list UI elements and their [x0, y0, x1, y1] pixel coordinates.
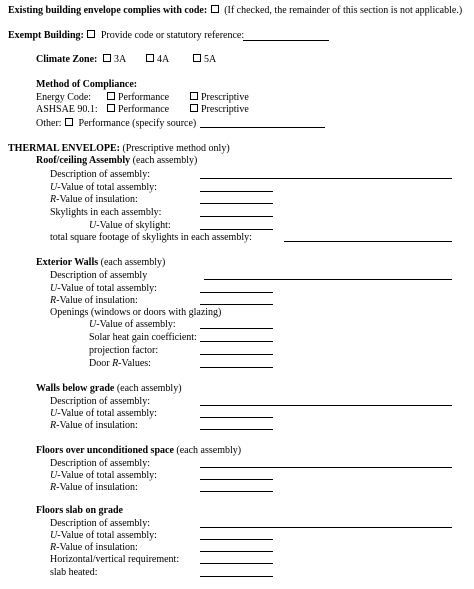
slab-heated-label: slab heated:	[50, 567, 98, 578]
exempt-reference-field[interactable]	[243, 40, 329, 41]
energy-code-performance-checkbox[interactable]	[107, 92, 115, 100]
exempt-building-row	[8, 30, 244, 42]
projection-factor-field[interactable]	[200, 354, 273, 355]
ext-walls-title: Exterior Walls	[36, 257, 99, 268]
floors-uncond-heading	[36, 445, 241, 457]
thermal-envelope-heading	[8, 143, 230, 155]
energy-code-prescriptive-label: Prescriptive	[201, 92, 249, 103]
roof-u-value-label: U-Value of total assembly:	[50, 182, 157, 193]
other-label: Other:	[36, 118, 62, 129]
other-performance-checkbox[interactable]	[65, 118, 73, 126]
ashrae-prescriptive-label: Prescriptive	[201, 104, 249, 115]
ext-walls-description-label: Description of assembly	[50, 270, 148, 281]
slab-description-field[interactable]	[200, 527, 452, 528]
floors-uncond-each: (each assembly)	[176, 445, 242, 456]
slab-heated-field[interactable]	[200, 576, 273, 577]
door-r-values-field[interactable]	[200, 367, 273, 368]
climate-zone-row	[36, 54, 97, 66]
floors-uncond-u-value-field[interactable]	[200, 479, 273, 480]
skylight-sqft-field[interactable]	[284, 241, 452, 242]
roof-r-value-label: R-Value of insulation:	[50, 194, 138, 205]
climate-3a-checkbox[interactable]	[103, 54, 111, 62]
climate-5a-checkbox[interactable]	[193, 54, 201, 62]
below-grade-description-label: Description of assembly:	[50, 396, 150, 407]
thermal-envelope-title: THERMAL ENVELOPE:	[8, 143, 120, 154]
climate-5a-label: 5A	[204, 54, 217, 65]
floors-uncond-description-label: Description of assembly:	[50, 458, 150, 469]
below-grade-r-value-field[interactable]	[200, 429, 273, 430]
other-compliance-row	[36, 118, 196, 130]
slab-title: Floors slab on grade	[36, 505, 123, 516]
ext-walls-each: (each assembly)	[100, 257, 166, 268]
compliance-title: Method of Compliance:	[36, 79, 138, 90]
roof-description-field[interactable]	[200, 178, 452, 179]
roof-r-value-field[interactable]	[200, 203, 273, 204]
climate-zone-label: Climate Zone:	[36, 54, 98, 65]
door-r-values-label: Door R-Values:	[89, 358, 151, 369]
ashrae-performance-checkbox[interactable]	[107, 104, 115, 112]
ext-walls-r-value-label: R-Value of insulation:	[50, 295, 138, 306]
slab-description-label: Description of assembly:	[50, 518, 150, 529]
climate-option-5a[interactable]	[192, 54, 216, 66]
skylight-sqft-label: total square footage of skylights in each assembly:	[50, 232, 252, 243]
skylight-u-value-label: U-Value of skylight:	[89, 220, 171, 231]
slab-horiz-vert-field[interactable]	[200, 563, 273, 564]
below-grade-each: (each assembly)	[116, 383, 182, 394]
below-grade-u-value-field[interactable]	[200, 417, 273, 418]
other-performance-label: Performance (specify source)	[78, 118, 197, 129]
ashrae-prescriptive[interactable]	[189, 104, 249, 116]
roof-heading	[36, 155, 197, 167]
existing-building-note: (If checked, the remainder of this section is not applicable.)	[224, 5, 463, 16]
below-grade-title: Walls below grade	[36, 383, 115, 394]
climate-3a-label: 3A	[114, 54, 127, 65]
openings-u-value-label: U-Value of assembly:	[89, 319, 176, 330]
climate-4a-checkbox[interactable]	[146, 54, 154, 62]
other-source-field[interactable]	[200, 127, 325, 128]
climate-option-4a[interactable]	[145, 54, 169, 66]
floors-uncond-description-field[interactable]	[200, 467, 452, 468]
ashrae-label: ASHSAE 90.1:	[36, 104, 98, 115]
floors-uncond-u-value-label: U-Value of total assembly:	[50, 470, 157, 481]
roof-skylights-label: Skylights in each assembly:	[50, 207, 162, 218]
roof-title: Roof/ceiling Assembly	[36, 155, 131, 166]
slab-r-value-label: R-Value of insulation:	[50, 542, 138, 553]
slab-u-value-label: U-Value of total assembly:	[50, 530, 157, 541]
existing-building-label: Existing building envelope complies with code:	[8, 5, 208, 16]
floors-uncond-r-value-label: R-Value of insulation:	[50, 482, 138, 493]
ashrae-performance[interactable]	[106, 104, 169, 116]
openings-u-value-field[interactable]	[200, 328, 273, 329]
ext-walls-description-field[interactable]	[204, 279, 452, 280]
roof-u-value-field[interactable]	[200, 191, 273, 192]
ext-walls-r-value-field[interactable]	[200, 304, 273, 305]
floors-uncond-r-value-field[interactable]	[200, 491, 273, 492]
ext-walls-u-value-field[interactable]	[200, 292, 273, 293]
roof-each: (each assembly)	[132, 155, 198, 166]
energy-code-label: Energy Code:	[36, 92, 92, 103]
slab-u-value-field[interactable]	[200, 539, 273, 540]
ext-walls-heading	[36, 257, 165, 269]
roof-skylights-field[interactable]	[200, 216, 273, 217]
exempt-building-label: Exempt Building:	[8, 30, 84, 41]
skylight-u-value-field[interactable]	[200, 229, 273, 230]
exempt-building-checkbox[interactable]	[87, 30, 95, 38]
energy-code-prescriptive-checkbox[interactable]	[190, 92, 198, 100]
roof-description-label: Description of assembly:	[50, 169, 150, 180]
exempt-reference-label: Provide code or statutory reference:	[100, 30, 245, 41]
slab-r-value-field[interactable]	[200, 551, 273, 552]
shgc-field[interactable]	[200, 341, 273, 342]
below-grade-u-value-label: U-Value of total assembly:	[50, 408, 157, 419]
energy-code-prescriptive[interactable]	[189, 92, 249, 104]
slab-horiz-vert-label: Horizontal/vertical requirement:	[50, 554, 180, 565]
existing-building-checkbox[interactable]	[211, 5, 219, 13]
projection-factor-label: projection factor:	[89, 345, 159, 356]
energy-code-performance[interactable]	[106, 92, 169, 104]
thermal-envelope-subtitle: (Prescriptive method only)	[122, 143, 230, 154]
ext-walls-u-value-label: U-Value of total assembly:	[50, 283, 157, 294]
existing-building-row	[8, 5, 462, 17]
floors-uncond-title: Floors over unconditioned space	[36, 445, 174, 456]
climate-4a-label: 4A	[157, 54, 170, 65]
ashrae-performance-label: Performance	[118, 104, 170, 115]
below-grade-r-value-label: R-Value of insulation:	[50, 420, 138, 431]
below-grade-description-field[interactable]	[200, 405, 452, 406]
below-grade-heading	[36, 383, 182, 395]
shgc-label: Solar heat gain coefficient:	[89, 332, 197, 343]
energy-code-performance-label: Performance	[118, 92, 170, 103]
climate-option-3a[interactable]	[102, 54, 126, 66]
openings-label: Openings (windows or doors with glazing)	[50, 307, 222, 318]
ashrae-prescriptive-checkbox[interactable]	[190, 104, 198, 112]
